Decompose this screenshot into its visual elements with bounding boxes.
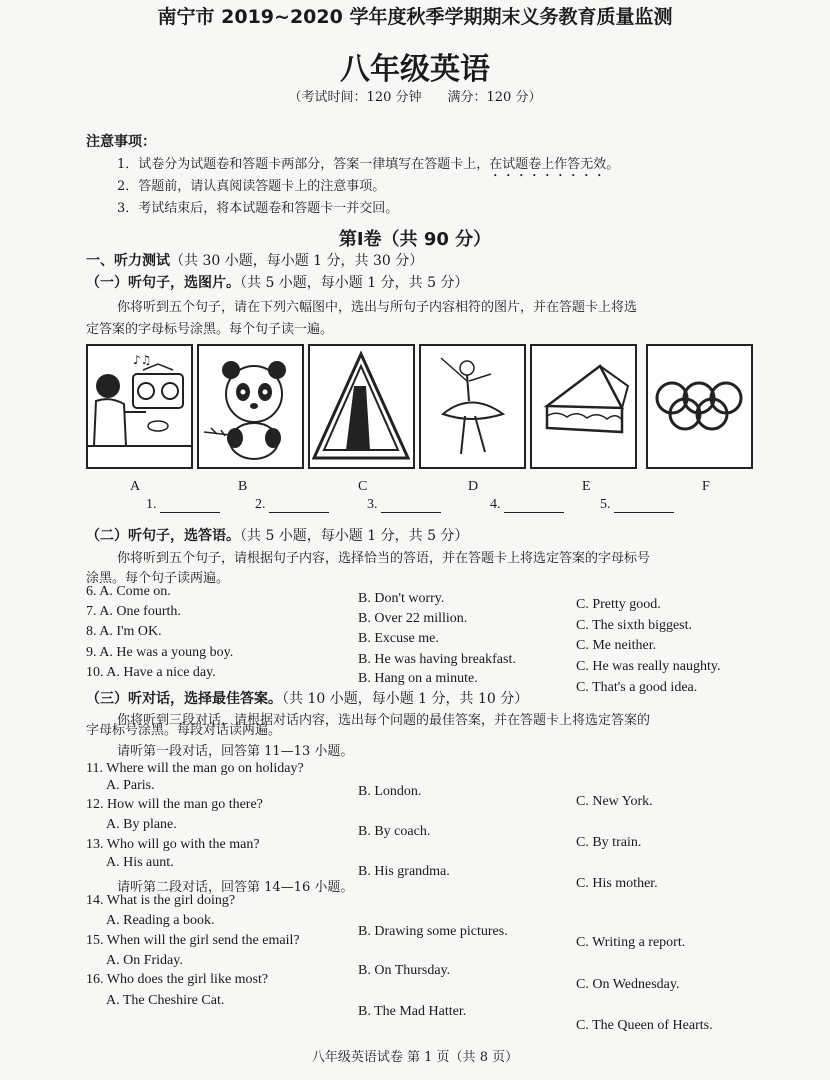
question-11-stem: 11. Where will the man go on holiday? xyxy=(86,761,304,776)
picture-a xyxy=(86,344,193,469)
question-9-a[interactable]: 9. A. He was a young boy. xyxy=(86,645,234,660)
question-9-b[interactable]: B. He was having breakfast. xyxy=(358,652,516,667)
svg-text:♪♫: ♪♫ xyxy=(133,353,152,367)
answer-blank-label: 5. xyxy=(600,497,611,512)
question-7-a[interactable]: 7. A. One fourth. xyxy=(86,604,181,619)
question-15-a[interactable]: A. On Friday. xyxy=(106,953,183,968)
sec3-title-text: （三）听对话，选择最佳答案。 xyxy=(86,691,282,707)
question-14-a[interactable]: A. Reading a book. xyxy=(106,913,215,928)
notes-heading: 注意事项： xyxy=(86,134,156,150)
picture-letter: D xyxy=(468,479,479,494)
question-16-a[interactable]: A. The Cheshire Cat. xyxy=(106,993,225,1008)
boy-radio-icon xyxy=(88,346,191,467)
question-15-b[interactable]: B. On Thursday. xyxy=(358,963,451,978)
picture-c xyxy=(308,344,415,469)
question-10-c[interactable]: C. That's a good idea. xyxy=(576,680,698,695)
answer-line[interactable] xyxy=(504,498,564,513)
question-11-a[interactable]: A. Paris. xyxy=(106,778,155,793)
sec1-title xyxy=(86,272,468,292)
answer-blank-2[interactable] xyxy=(255,497,329,513)
question-16-c[interactable]: C. The Queen of Hearts. xyxy=(576,1018,713,1033)
sec2-title xyxy=(86,525,468,545)
dialog-2-instruction: 请听第二段对话，回答第 14—16 小题。 xyxy=(117,880,354,895)
question-7-b[interactable]: B. Over 22 million. xyxy=(358,611,468,626)
question-12-a[interactable]: A. By plane. xyxy=(106,817,177,832)
exam-duration: （考试时间：120 分钟 满分：120 分） xyxy=(288,90,542,105)
picture-letter: A xyxy=(130,479,141,494)
part1-title-text: 一、听力测试 xyxy=(86,253,170,269)
answer-blank-1[interactable] xyxy=(146,497,220,513)
road-sign-icon xyxy=(310,346,413,467)
question-12-c[interactable]: C. By train. xyxy=(576,835,642,850)
picture-f xyxy=(646,344,753,469)
sec1-instruction-1: 你将听到五个句子，请在下列六幅图中，选出与所句子内容相符的图片，并在答题卡上将选 xyxy=(117,300,638,315)
answer-blank-label: 3. xyxy=(367,497,378,512)
note-item-1-text: 1．试卷分为试题卷和答题卡两部分，答案一律填写在答题卡上， xyxy=(117,157,490,172)
answer-blank-4[interactable] xyxy=(490,497,564,513)
question-15-stem: 15. When will the girl send the email? xyxy=(86,933,300,948)
question-13-a[interactable]: A. His aunt. xyxy=(106,855,174,870)
question-16-stem: 16. Who does the girl like most? xyxy=(86,972,269,987)
picture-letter: E xyxy=(582,479,591,494)
question-6-c[interactable]: C. Pretty good. xyxy=(576,597,661,612)
answer-line[interactable] xyxy=(269,498,329,513)
question-9-c[interactable]: C. He was really naughty. xyxy=(576,659,721,674)
sec2-title-text: （二）听句子，选答语。 xyxy=(86,528,240,544)
part1-title xyxy=(86,250,423,270)
question-14-stem: 14. What is the girl doing? xyxy=(86,893,236,908)
question-12-b[interactable]: B. By coach. xyxy=(358,824,431,839)
answer-line[interactable] xyxy=(614,498,674,513)
sec3-title-rest: （共 10 小题，每小题 1 分，共 10 分） xyxy=(282,691,529,707)
question-13-b[interactable]: B. His grandma. xyxy=(358,864,450,879)
sec1-title-rest: （共 5 小题，每小题 1 分，共 5 分） xyxy=(240,275,469,291)
part1-title-rest: （共 30 小题，每小题 1 分，共 30 分） xyxy=(170,253,424,269)
question-13-c[interactable]: C. His mother. xyxy=(576,876,658,891)
question-8-a[interactable]: 8. A. I'm OK. xyxy=(86,624,162,639)
question-16-b[interactable]: B. The Mad Hatter. xyxy=(358,1004,467,1019)
note-item-3: 3．考试结束后，将本试题卷和答题卡一并交回。 xyxy=(117,201,399,216)
question-11-c[interactable]: C. New York. xyxy=(576,794,653,809)
picture-e xyxy=(530,344,637,469)
sec2-instruction-1: 你将听到五个句子，请根据句子内容，选择恰当的答语，并在答题卡上将选定答案的字母标号 xyxy=(117,551,651,566)
question-7-c[interactable]: C. The sixth biggest. xyxy=(576,618,693,633)
question-11-b[interactable]: B. London. xyxy=(358,784,422,799)
answer-line[interactable] xyxy=(160,498,220,513)
question-10-a[interactable]: 10. A. Have a nice day. xyxy=(86,665,216,680)
note-item-2: 2．答题前，请认真阅读答题卡上的注意事项。 xyxy=(117,179,386,194)
sandwich-icon xyxy=(532,346,635,467)
picture-letter: F xyxy=(702,479,710,494)
answer-blank-label: 1. xyxy=(146,497,157,512)
answer-blank-3[interactable] xyxy=(367,497,441,513)
panda-icon xyxy=(199,346,302,467)
note-item-1-emphasis: 在试题卷上作答无效。 xyxy=(489,157,620,172)
question-12-stem: 12. How will the man go there? xyxy=(86,797,263,812)
question-15-c[interactable]: C. On Wednesday. xyxy=(576,977,680,992)
ballet-dancer-icon xyxy=(421,346,524,467)
page-title: 八年级英语 xyxy=(340,52,490,87)
sec2-instruction-2: 涂黑。每个句子读两遍。 xyxy=(86,571,230,586)
page-footer: 八年级英语试卷 第 1 页（共 8 页） xyxy=(311,1050,519,1065)
sec3-instruction-1: 你将听到三段对话，请根据对话内容，选出每个问题的最佳答案，并在答题卡上将选定答案的 xyxy=(117,713,651,728)
question-8-b[interactable]: B. Excuse me. xyxy=(358,631,439,646)
question-6-b[interactable]: B. Don't worry. xyxy=(358,591,445,606)
sec1-title-text: （一）听句子，选图片。 xyxy=(86,275,240,291)
answer-blank-5[interactable] xyxy=(600,497,674,513)
answer-blank-label: 4. xyxy=(490,497,501,512)
volume-title: 第Ⅰ卷（共 90 分） xyxy=(338,229,492,250)
picture-letter: B xyxy=(238,479,248,494)
sec3-instruction-2: 字母标号涂黑。每段对话读两遍。 xyxy=(86,723,282,738)
picture-d xyxy=(419,344,526,469)
question-13-stem: 13. Who will go with the man? xyxy=(86,837,260,852)
sec1-instruction-2: 定答案的字母标号涂黑。每个句子读一遍。 xyxy=(86,322,334,337)
dialog-1-instruction: 请听第一段对话，回答第 11—13 小题。 xyxy=(117,744,354,759)
sec3-title xyxy=(86,688,528,708)
question-8-c[interactable]: C. Me neither. xyxy=(576,638,657,653)
picture-letter: C xyxy=(358,479,368,494)
question-6-a[interactable]: 6. A. Come on. xyxy=(86,584,171,599)
answer-line[interactable] xyxy=(381,498,441,513)
question-14-c[interactable]: C. Writing a report. xyxy=(576,935,686,950)
exam-header: 南宁市 2019~2020 学年度秋季学期期末义务教育质量监测 xyxy=(157,6,673,28)
sec2-title-rest: （共 5 小题，每小题 1 分，共 5 分） xyxy=(240,528,469,544)
question-10-b[interactable]: B. Hang on a minute. xyxy=(358,671,478,686)
question-14-b[interactable]: B. Drawing some pictures. xyxy=(358,924,508,939)
olympic-rings-icon xyxy=(648,346,751,467)
picture-b xyxy=(197,344,304,469)
answer-blank-label: 2. xyxy=(255,497,266,512)
